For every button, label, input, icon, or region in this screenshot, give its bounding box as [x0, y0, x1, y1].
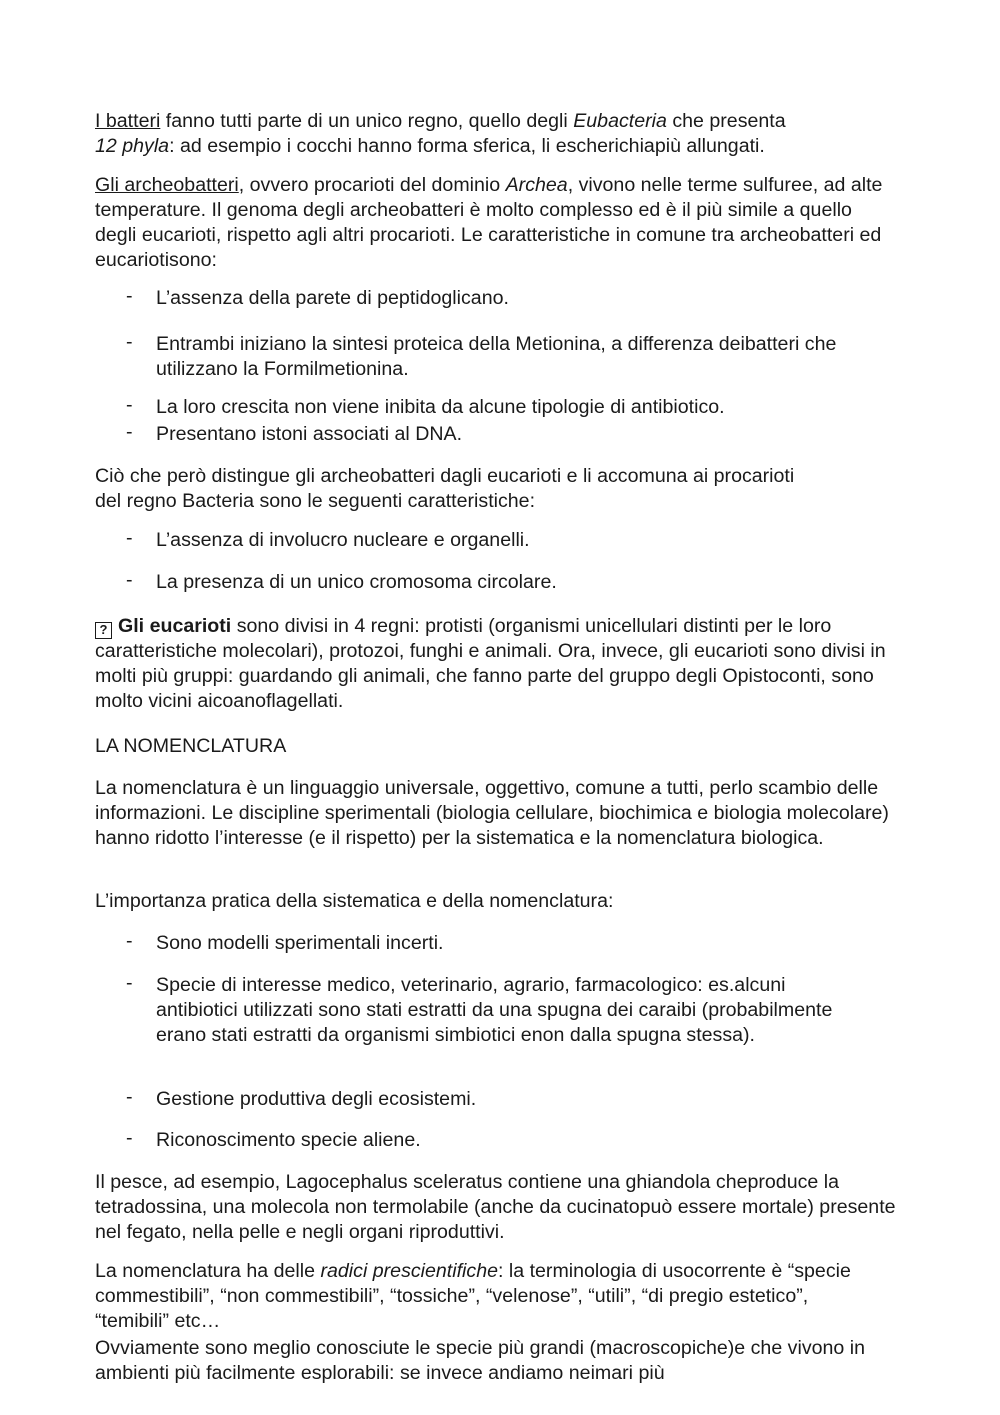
- list-item: L’assenza della parete di peptidoglicano.: [156, 287, 509, 309]
- bullet-dash: -: [126, 421, 133, 443]
- paragraph-batteri: I batteri fanno tutti parte di un unico regno, quello degli Eubacteria che presenta 12 phyla: ad esempio i cocchi hanno forma sferica, li escherichiapiù allungati.: [95, 110, 786, 157]
- list-item: La loro crescita non viene inibita da alcune tipologie di antibiotico.: [156, 396, 725, 418]
- paragraph-radici: La nomenclatura ha delle radici prescientifiche: la terminologia di usocorrente è “specie commestibili”, “non commestibili”, “tossiche”, “velenose”, “utili”, “di pregio estetico”, “temibili” etc…: [95, 1260, 851, 1332]
- bullet-dash: -: [126, 394, 133, 416]
- list-item: Sono modelli sperimentali incerti.: [156, 932, 444, 954]
- list-item: Presentano istoni associati al DNA.: [156, 423, 463, 445]
- paragraph-pesce: Il pesce, ad esempio, Lagocephalus sceleratus contiene una ghiandola cheproduce la tetradossina, una molecola non termolabile (anche da cucinatopuò essere mortale) presente nel fegato, nella pelle e negli organi riproduttivi.: [95, 1171, 896, 1243]
- underlined-term: Gli archeobatteri: [95, 174, 239, 196]
- list-item: L’assenza di involucro nucleare e organelli.: [156, 529, 530, 551]
- paragraph-importanza: L’importanza pratica della sistematica e della nomenclatura:: [95, 890, 614, 912]
- bullet-dash: -: [126, 930, 133, 952]
- bullet-dash: -: [126, 972, 133, 994]
- paragraph-archeobatteri: Gli archeobatteri, ovvero procarioti del dominio Archea, vivono nelle terme sulfuree, ad alte temperature. Il genoma degli archeobatteri è molto complesso ed è il più simile a quello degli eucarioti, rispetto agli altri procarioti. Le caratteristiche in comune tra archeobatteri ed eucariotisono:: [95, 174, 883, 271]
- list-item: Gestione produttiva degli ecosistemi.: [156, 1088, 477, 1110]
- bullet-dash: -: [126, 569, 133, 591]
- list-item: Entrambi iniziano la sintesi proteica della Metionina, a differenza deibatteri che utilizzano la Formilmetionina.: [156, 333, 837, 380]
- italic-term: 12 phyla: [95, 135, 170, 157]
- underlined-term: I batteri: [95, 110, 161, 132]
- bullet-dash: -: [126, 527, 133, 549]
- bullet-dash: -: [126, 1127, 133, 1149]
- paragraph-eucarioti: ? Gli eucarioti sono divisi in 4 regni: protisti (organismi unicellulari distinti per le loro caratteristiche molecolari), protozoi, funghi e animali. Ora, invece, gli eucarioti sono divisi in molti più gruppi: guardando gli animali, che fanno parte del gruppo degli Opistoconti, sono molto vicini aicoanoflagellati.: [95, 615, 886, 712]
- question-box-icon: ?: [95, 622, 112, 639]
- section-heading: LA NOMENCLATURA: [95, 735, 287, 757]
- list-item: Specie di interesse medico, veterinario, agrario, farmacologico: es.alcuni antibiotici utilizzati sono stati estratti da una spugna dei caraibi (probabilmente erano stati estratti da organismi simbiotici enon dalla spugna stessa).: [156, 974, 833, 1046]
- italic-term: Eubacteria: [573, 110, 667, 132]
- bullet-dash: -: [126, 1086, 133, 1108]
- list-item: Riconoscimento specie aliene.: [156, 1129, 421, 1151]
- paragraph-specie: Ovviamente sono meglio conosciute le specie più grandi (macroscopiche)e che vivono in ambienti più facilmente esplorabili: se invece andiamo neimari più: [95, 1337, 866, 1384]
- bold-term: Gli eucarioti: [118, 615, 232, 637]
- list-item: La presenza di un unico cromosoma circolare.: [156, 571, 557, 593]
- bullet-dash: -: [126, 331, 133, 353]
- bullet-dash: -: [126, 285, 133, 307]
- italic-term: radici prescientifiche: [320, 1260, 498, 1282]
- paragraph-nomenclatura: La nomenclatura è un linguaggio universale, oggettivo, comune a tutti, perlo scambio delle informazioni. Le discipline sperimentali (biologia cellulare, biochimica e biologia molecolare) hanno ridotto l’interesse (e il rispetto) per la sistematica e la nomenclatura biologica.: [95, 777, 889, 849]
- italic-term: Archea: [505, 174, 568, 196]
- paragraph-distinzione: Ciò che però distingue gli archeobatteri dagli eucarioti e li accomuna ai procarioti del regno Bacteria sono le seguenti caratteristiche:: [95, 465, 795, 512]
